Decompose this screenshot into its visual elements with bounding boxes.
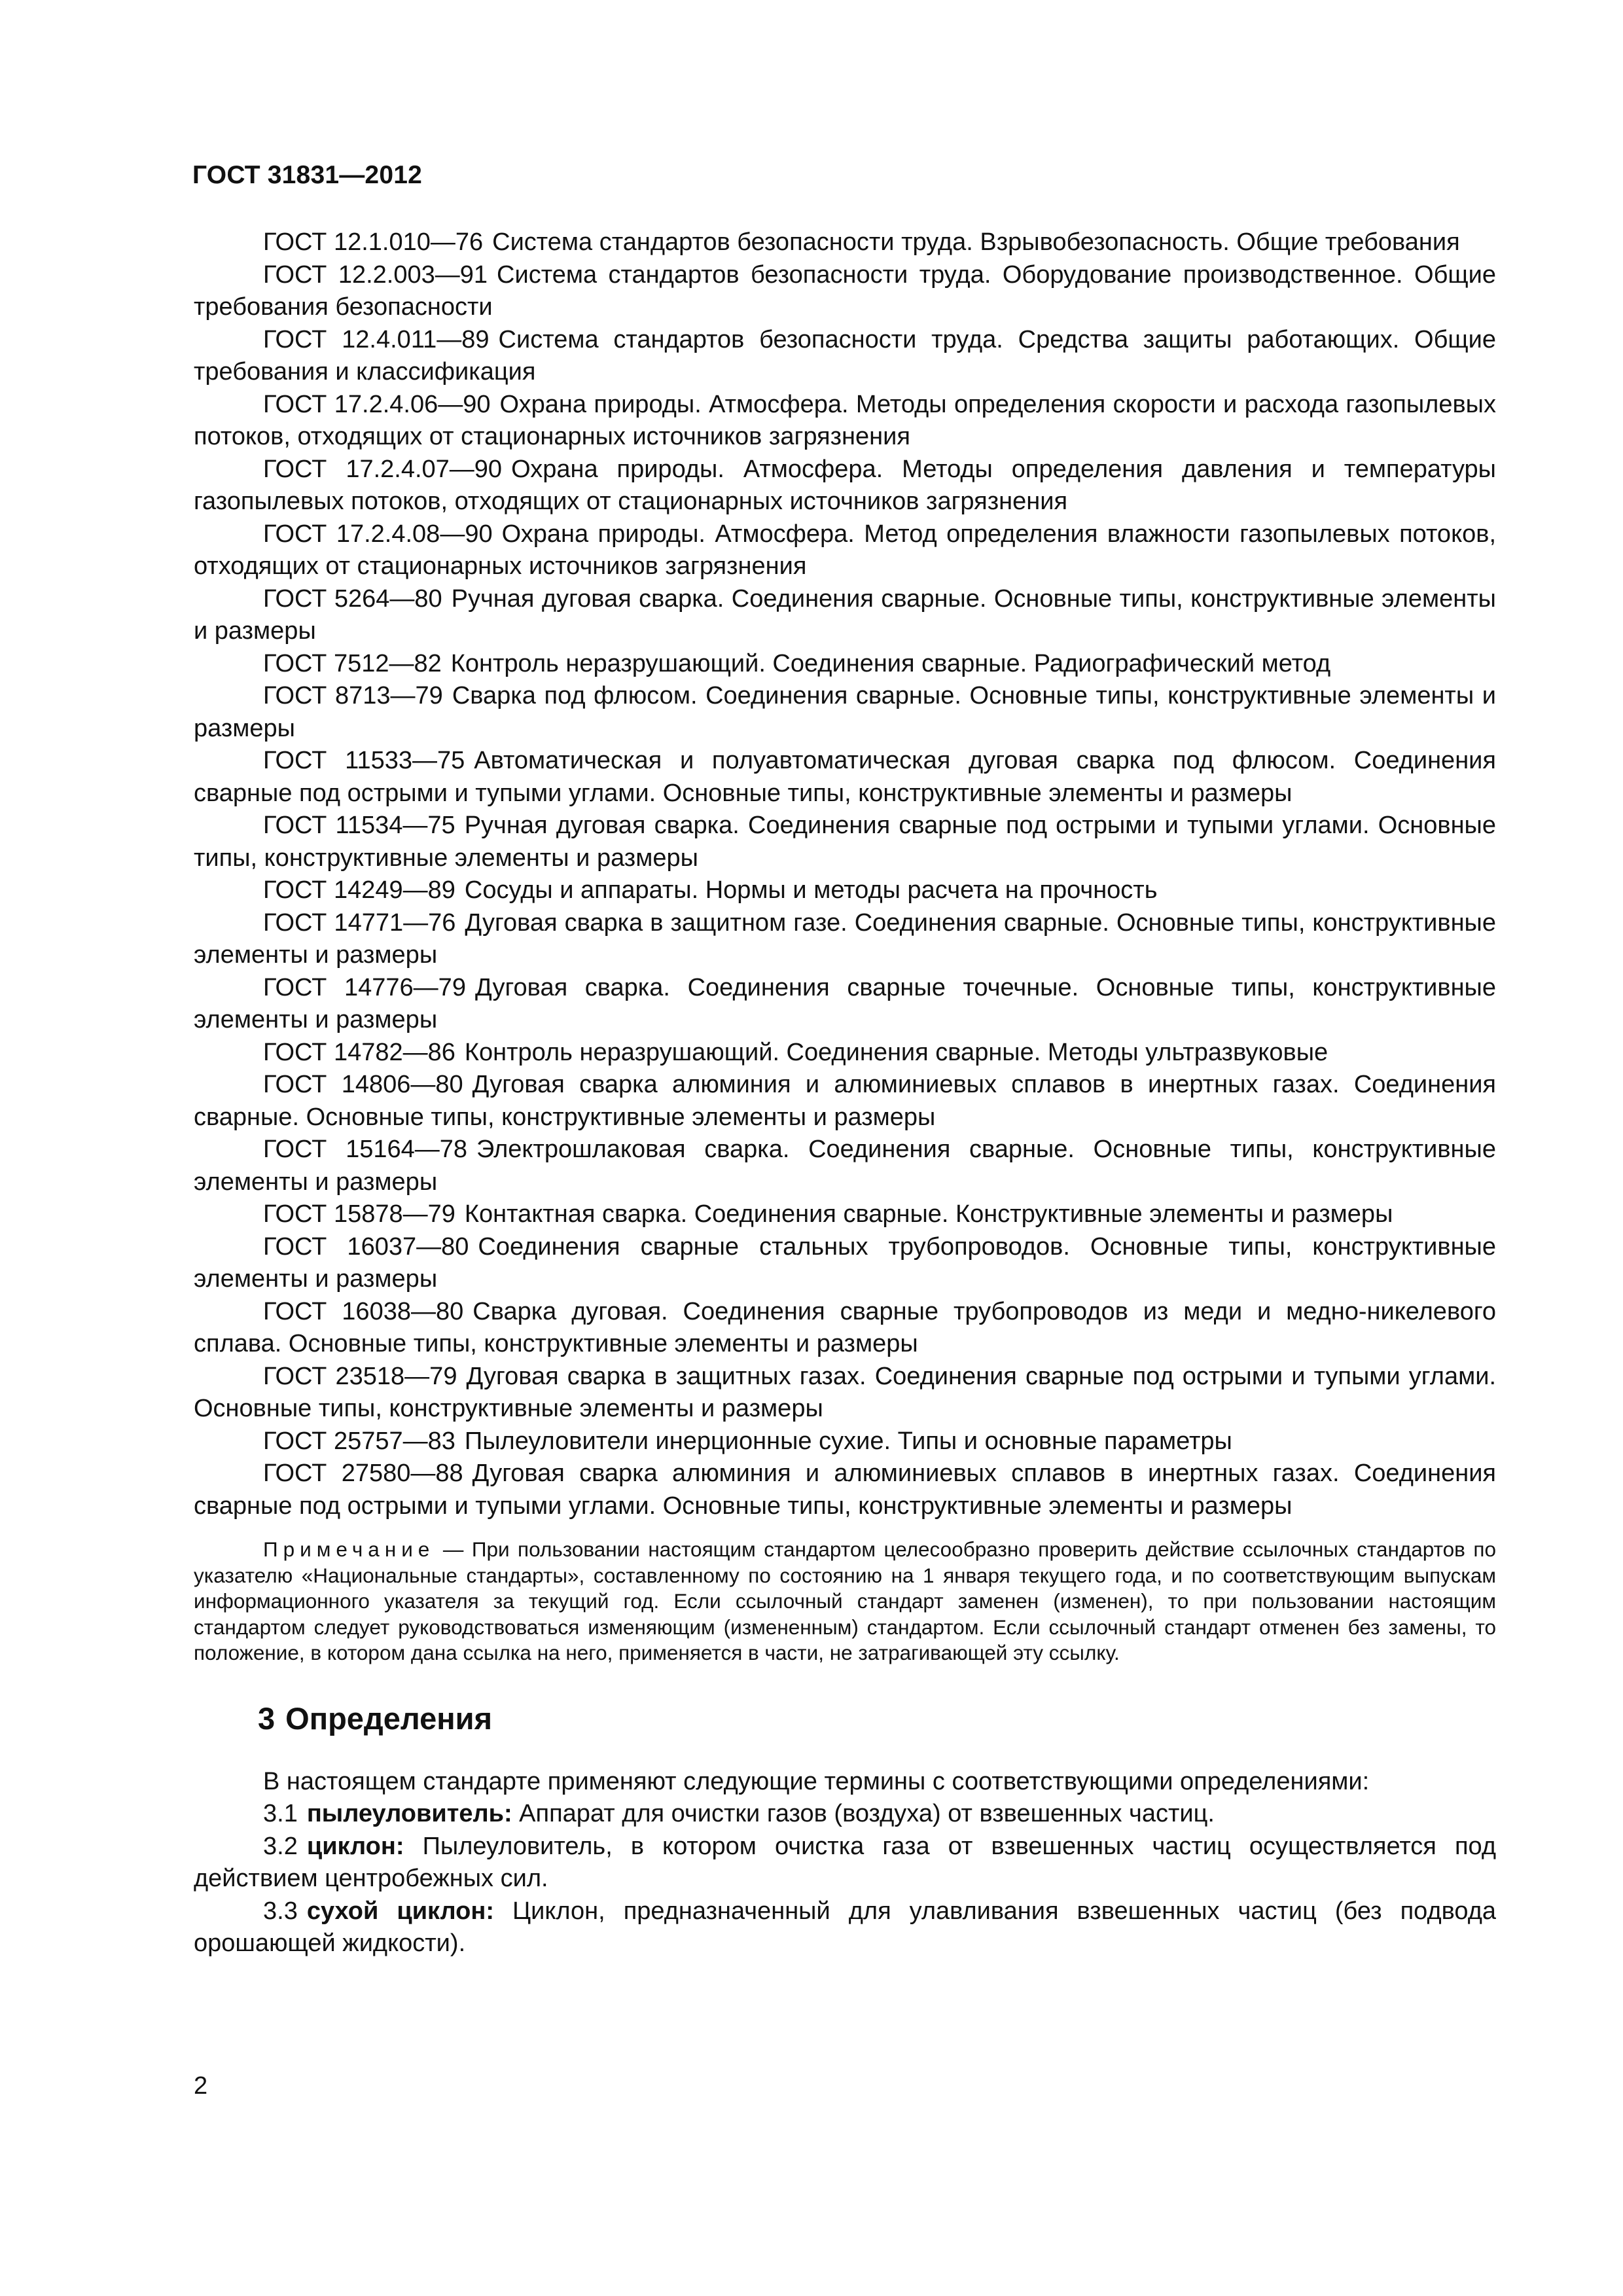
definition-number: 3.1: [263, 1800, 298, 1827]
normative-references-list: [194, 226, 1496, 1522]
note-label: Примечание: [263, 1537, 435, 1561]
reference-title: Система стандартов безопасности труда. Взрывобезопасность. Общие требования: [492, 228, 1460, 256]
reference-code: ГОСТ 17.2.4.08—90: [263, 520, 493, 548]
reference-title: Дуговая сварка алюминия и алюминиевых сплавов в инертных газах. Соединения сварные под острыми и тупыми углами. Основные типы, конструктивные элементы и размеры: [194, 1460, 1497, 1520]
definition-term: сухой циклон:: [306, 1897, 494, 1925]
standard-id-header: ГОСТ 31831—2012: [192, 161, 422, 189]
reference-title: Дуговая сварка алюминия и алюминиевых сплавов в инертных газах. Соединения сварные. Основные типы, конструктивные элементы и размеры: [194, 1071, 1497, 1131]
note-dash: —: [435, 1537, 472, 1561]
reference-code: ГОСТ 27580—88: [263, 1460, 463, 1487]
reference-item: [194, 680, 1496, 745]
reference-title: Ручная дуговая сварка. Соединения сварные. Основные типы, конструктивные элементы и размеры: [194, 584, 1496, 645]
section-title: Определения: [285, 1700, 492, 1736]
reference-code: ГОСТ 5264—80: [263, 584, 442, 613]
definition-term: пылеуловитель:: [306, 1800, 512, 1827]
reference-title: Охрана природы. Атмосфера. Метод определения влажности газопылевых потоков, отходящих от стационарных источников загрязнения: [194, 520, 1497, 580]
reference-item: [194, 1426, 1496, 1458]
reference-code: ГОСТ 12.4.011—89: [263, 325, 490, 353]
reference-item: [194, 583, 1496, 648]
reference-code: ГОСТ 11533—75: [263, 747, 465, 774]
section-number: 3: [258, 1700, 276, 1736]
definition-item: [194, 1798, 1496, 1831]
reference-item: [194, 1134, 1496, 1198]
reference-item: [194, 648, 1496, 681]
reference-item: [194, 745, 1496, 810]
reference-title: Контактная сварка. Соединения сварные. Конструктивные элементы и размеры: [464, 1200, 1393, 1228]
definition-text: Пылеуловитель, в котором очистка газа от взвешенных частиц осуществляется под действием центробежных сил.: [194, 1832, 1496, 1892]
reference-item: [194, 1037, 1496, 1069]
reference-item: [194, 324, 1496, 389]
reference-code: ГОСТ 14782—86: [263, 1038, 455, 1066]
definition-number: 3.3: [263, 1897, 298, 1925]
reference-code: ГОСТ 14806—80: [263, 1071, 463, 1098]
reference-item: [194, 810, 1496, 874]
reference-code: ГОСТ 23518—79: [263, 1362, 457, 1390]
reference-item: [194, 518, 1496, 583]
reference-code: ГОСТ 16037—80: [263, 1232, 469, 1261]
reference-item: [194, 259, 1496, 324]
definitions-intro: В настоящем стандарте применяют следующие термины с соответствующими определениями:: [263, 1767, 1370, 1795]
reference-item: [194, 1361, 1496, 1426]
reference-title: Дуговая сварка в защитных газах. Соединения сварные под острыми и тупыми углами. Основные типы, конструктивные элементы и размеры: [194, 1362, 1497, 1422]
page-number: 2: [194, 2072, 208, 2100]
reference-code: ГОСТ 14771—76: [263, 908, 456, 937]
reference-code: ГОСТ 12.2.003—91: [263, 260, 488, 289]
reference-title: Пылеуловители инерционные сухие. Типы и основные параметры: [464, 1427, 1232, 1455]
reference-title: Сосуды и аппараты. Нормы и методы расчета на прочность: [464, 876, 1158, 904]
definitions-list: [194, 1766, 1496, 1960]
reference-title: Сварка дуговая. Соединения сварные трубопроводов из меди и медно-никелевого сплава. Основные типы, конструктивные элементы и размеры: [194, 1297, 1496, 1357]
reference-title: Электрошлаковая сварка. Соединения сварные. Основные типы, конструктивные элементы и размеры: [194, 1136, 1496, 1196]
definition-item: [194, 1895, 1496, 1960]
reference-title: Дуговая сварка. Соединения сварные точечные. Основные типы, конструктивные элементы и размеры: [194, 973, 1496, 1033]
reference-item: [194, 454, 1496, 518]
note-text: При пользовании настоящим стандартом целесообразно проверить действие ссылочных стандартов по указателю «Национальные стандарты», составленному по состоянию на 1 января текущего года, и по соответствующим выпускам информационного указателя за текущий год. Если ссылочный стандарт заменен (изменен), то при пользовании настоящим стандартом следует руководствоваться изменяющим (измененным) стандартом. Если ссылочный стандарт отменен без замены, то положение, в котором дана ссылка на него, применяется в части, не затрагивающей эту ссылку.: [194, 1537, 1496, 1664]
reference-item: [194, 874, 1496, 907]
reference-title: Дуговая сварка в защитном газе. Соединения сварные. Основные типы, конструктивные элементы и размеры: [194, 908, 1496, 969]
reference-title: Ручная дуговая сварка. Соединения сварные под острыми и тупыми углами. Основные типы, конструктивные элементы и размеры: [194, 812, 1497, 872]
reference-code: ГОСТ 15878—79: [263, 1200, 455, 1228]
reference-title: Соединения сварные стальных трубопроводов. Основные типы, конструктивные элементы и размеры: [194, 1232, 1496, 1293]
reference-item: [194, 1296, 1496, 1361]
definition-number: 3.2: [263, 1832, 298, 1860]
reference-code: ГОСТ 14776—79: [263, 973, 466, 1001]
reference-item: [194, 1458, 1496, 1522]
reference-title: Сварка под флюсом. Соединения сварные. Основные типы, конструктивные элементы и размеры: [194, 682, 1496, 742]
definition-item: [194, 1831, 1496, 1895]
reference-title: Система стандартов безопасности труда. Средства защиты работающих. Общие требования и классификация: [194, 325, 1496, 386]
reference-title: Охрана природы. Атмосфера. Методы определения скорости и расхода газопылевых потоков, отходящих от стационарных источников загрязнения: [194, 390, 1496, 450]
note-block: [194, 1537, 1496, 1666]
page-content: [194, 226, 1496, 1960]
reference-code: ГОСТ 14249—89: [263, 876, 455, 904]
reference-item: [194, 1069, 1496, 1134]
reference-code: ГОСТ 16038—80: [263, 1297, 464, 1325]
reference-item: [194, 389, 1496, 454]
definition-text: Циклон, предназначенный для улавливания взвешенных частиц (без подвода орошающей жидкости).: [194, 1897, 1496, 1957]
reference-code: ГОСТ 12.1.010—76: [263, 228, 484, 256]
reference-code: ГОСТ 17.2.4.07—90: [263, 455, 503, 483]
definition-text: Аппарат для очистки газов (воздуха) от взвешенных частиц.: [519, 1800, 1215, 1827]
reference-item: [194, 1198, 1496, 1231]
section-heading: [194, 1700, 1496, 1737]
reference-item: [194, 1231, 1496, 1296]
reference-code: ГОСТ 8713—79: [263, 682, 443, 709]
reference-title: Контроль неразрушающий. Соединения сварные. Методы ультразвуковые: [464, 1038, 1329, 1066]
reference-item: [194, 226, 1496, 259]
reference-title: Охрана природы. Атмосфера. Методы определения давления и температуры газопылевых потоков, отходящих от стационарных источников загрязнения: [194, 455, 1496, 515]
reference-item: [194, 972, 1496, 1037]
reference-code: ГОСТ 11534—75: [263, 812, 455, 839]
reference-title: Автоматическая и полуавтоматическая дуговая сварка под флюсом. Соединения сварные под острыми и тупыми углами. Основные типы, конструктивные элементы и размеры: [194, 747, 1496, 807]
reference-title: Контроль неразрушающий. Соединения сварные. Радиографический метод: [450, 649, 1331, 677]
reference-item: [194, 907, 1496, 972]
reference-code: ГОСТ 15164—78: [263, 1136, 468, 1163]
reference-title: Система стандартов безопасности труда. Оборудование производственное. Общие требования безопасности: [194, 260, 1497, 321]
reference-code: ГОСТ 17.2.4.06—90: [263, 390, 491, 418]
definition-term: циклон:: [306, 1832, 404, 1860]
reference-code: ГОСТ 7512—82: [263, 649, 442, 677]
reference-code: ГОСТ 25757—83: [263, 1427, 455, 1455]
